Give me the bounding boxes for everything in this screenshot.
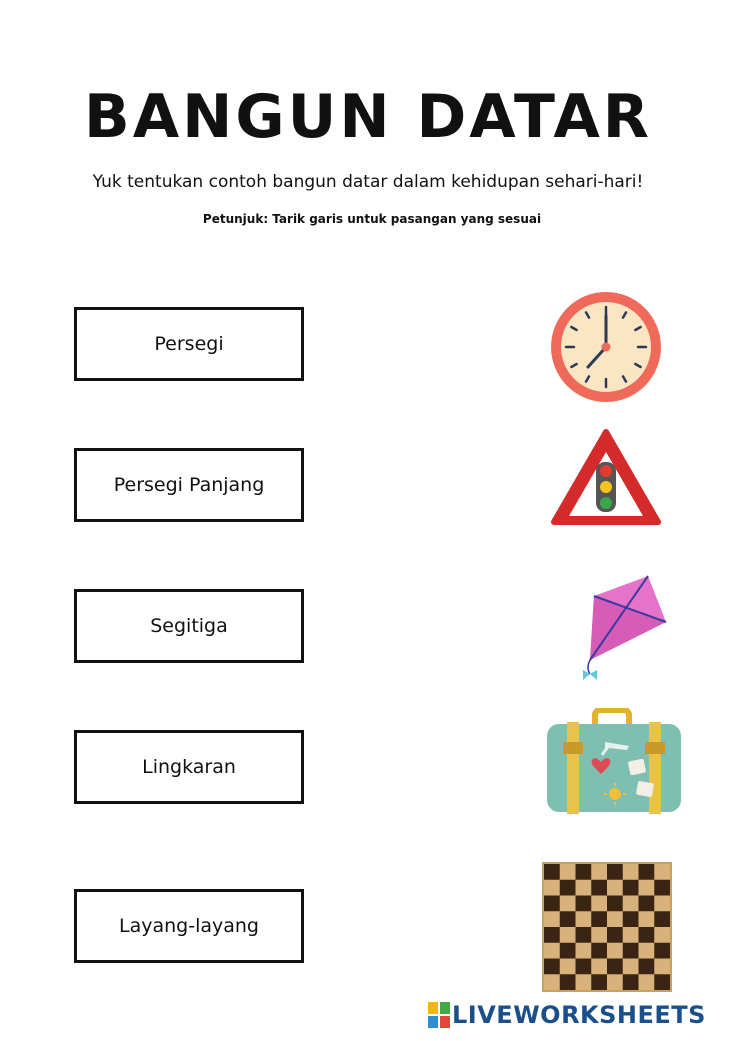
liveworksheets-logo-icon <box>428 1002 452 1028</box>
kite-icon[interactable] <box>580 570 680 685</box>
worksheet-subtitle: Yuk tentukan contoh bangun datar dalam kehidupan sehari-hari! <box>92 172 644 192</box>
shape-box-persegi[interactable]: Persegi <box>74 307 304 381</box>
liveworksheets-logo <box>428 1001 706 1029</box>
traffic-warning-sign-icon[interactable] <box>550 428 662 528</box>
shape-box-layang-layang[interactable]: Layang-layang <box>74 889 304 963</box>
suitcase-icon[interactable] <box>545 708 685 814</box>
checkerboard-icon[interactable] <box>542 862 672 992</box>
instruction-text: Petunjuk: Tarik garis untuk pasangan yang sesuai <box>202 212 542 226</box>
worksheet-title: BANGUN DATAR <box>84 82 652 152</box>
shape-box-lingkaran[interactable]: Lingkaran <box>74 730 304 804</box>
shape-box-segitiga[interactable]: Segitiga <box>74 589 304 663</box>
shape-box-persegi-panjang[interactable]: Persegi Panjang <box>74 448 304 522</box>
liveworksheets-logo-text: LIVEWORKSHEETS <box>452 1001 706 1029</box>
clock-icon[interactable] <box>548 290 664 404</box>
